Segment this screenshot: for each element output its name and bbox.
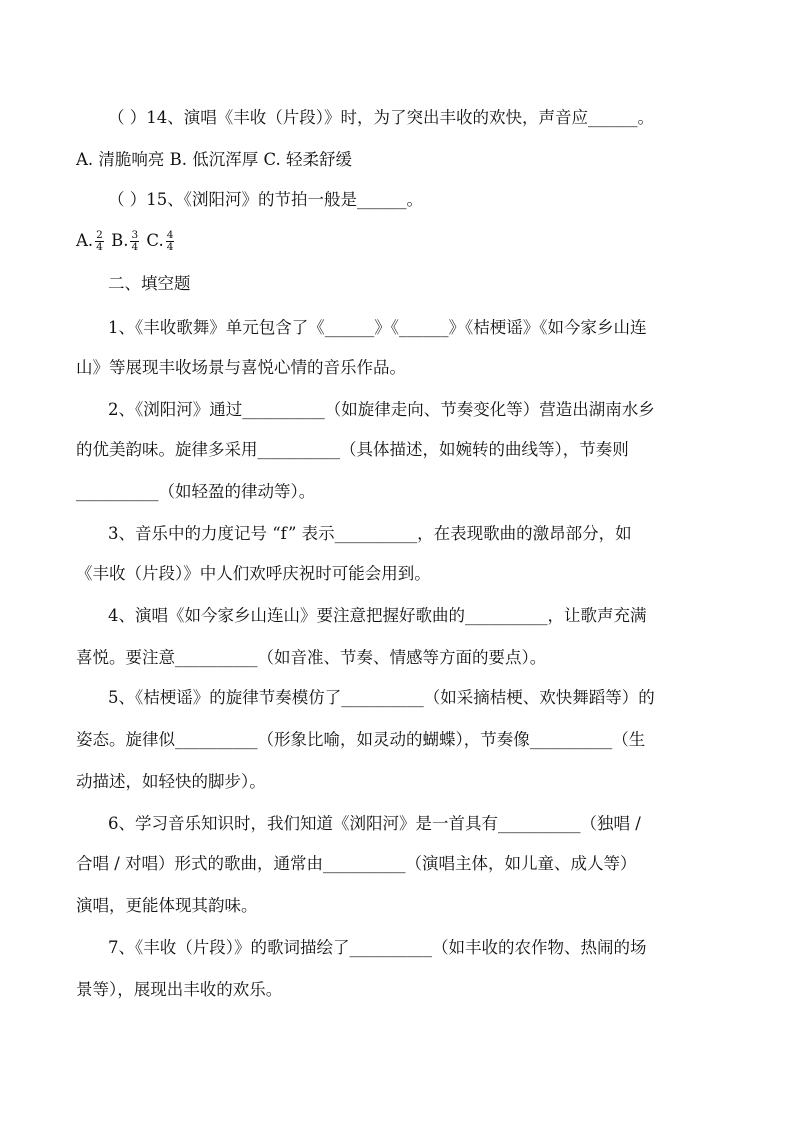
option-b-numerator: 3 bbox=[131, 229, 139, 241]
q5-line-3: 动描述，如轻快的脚步）。 bbox=[76, 772, 266, 791]
q7-line-1: 7、《丰收（片段）》的歌词描绘了__________（如丰收的农作物、热闹的场 bbox=[108, 938, 647, 957]
option-a-denominator: 4 bbox=[96, 241, 103, 253]
option-c-fraction bbox=[166, 230, 175, 253]
q6-line-1: 6、学习音乐知识时，我们知道《浏阳河》是一首具有__________（独唱 / bbox=[108, 814, 641, 833]
q2-line-3: __________（如轻盈的律动等）。 bbox=[76, 482, 316, 501]
option-c-denominator: 4 bbox=[166, 241, 174, 253]
option-c-numerator: 4 bbox=[166, 229, 174, 241]
q3-line-2: 《丰收（片段）》中人们欢呼庆祝时可能会用到。 bbox=[76, 564, 431, 583]
option-b-label: B. bbox=[111, 231, 129, 250]
option-c-label: C. bbox=[146, 231, 164, 250]
option-a-label: A. bbox=[76, 231, 94, 250]
q4-line-2: 喜悦。要注意__________（如音准、节奏、情感等方面的要点）。 bbox=[76, 648, 547, 667]
q5-line-1: 5、《桔梗谣》的旋律节奏模仿了__________（如采摘桔梗、欢快舞蹈等）的 bbox=[108, 688, 655, 707]
q2-line-1: 2、《浏阳河》通过__________（如旋律走向、节奏变化等）营造出湖南水乡 bbox=[108, 400, 655, 419]
option-b-denominator: 4 bbox=[131, 241, 139, 253]
option-a-numerator: 2 bbox=[96, 229, 103, 241]
q7-line-2: 景等），展现出丰收的欢乐。 bbox=[76, 980, 283, 999]
question-14-options: A. 清脆响亮 B. 低沉浑厚 C. 轻柔舒缓 bbox=[76, 150, 353, 169]
section-heading: 二、填空题 bbox=[108, 274, 191, 293]
question-15-stem: （ ）15、《浏阳河》的节拍一般是______。 bbox=[108, 190, 423, 209]
q2-line-2: 的优美韵味。旋律多采用__________（具体描述，如婉转的曲线等），节奏则 bbox=[76, 440, 629, 459]
q4-line-1: 4、演唱《如今家乡山连山》要注意把握好歌曲的__________，让歌声充满 bbox=[108, 606, 647, 625]
q1-line-2: 山》等展现丰收场景与喜悦心情的音乐作品。 bbox=[76, 358, 406, 377]
q5-line-2: 姿态。旋律似__________（形象比喻，如灵动的蝴蝶），节奏像__________（生 bbox=[76, 730, 646, 749]
option-b-fraction bbox=[130, 230, 139, 253]
q1-line-1: 1、《丰收歌舞》单元包含了《______》《______》《桔梗谣》《如今家乡山连 bbox=[108, 318, 647, 337]
q3-line-1: 3、音乐中的力度记号 “f” 表示__________，在表现歌曲的激昂部分，如 bbox=[108, 524, 632, 543]
question-14-stem: （ ）14、演唱《丰收（片段）》时，为了突出丰收的欢快，声音应______。 bbox=[108, 108, 654, 127]
option-a-fraction bbox=[95, 230, 104, 253]
q6-line-3: 演唱，更能体现其韵味。 bbox=[76, 896, 258, 915]
question-15-options bbox=[76, 230, 176, 253]
q6-line-2: 合唱 / 对唱）形式的歌曲，通常由__________（演唱主体，如儿童、成人等） bbox=[76, 854, 637, 873]
